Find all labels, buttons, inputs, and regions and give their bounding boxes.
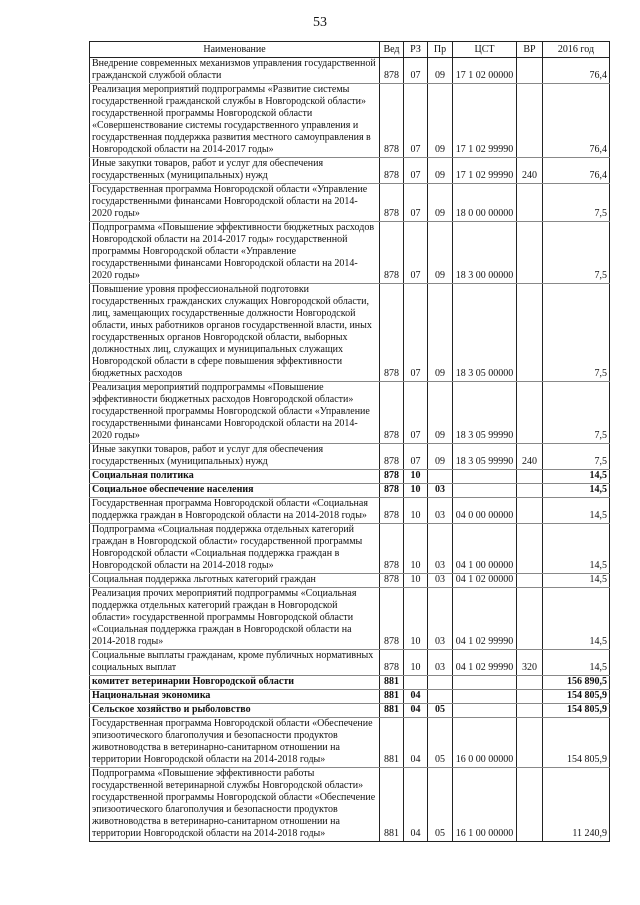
table-cell-name: Подпрограмма «Социальная поддержка отдельных категорий граждан в Новгородской области» государственной программы Новгородской области «Социальная поддержка граждан в Новгородской области на 2014-2018 годы»	[90, 524, 380, 574]
table-cell-rz: 07	[404, 184, 428, 222]
table-cell-ved: 878	[380, 158, 404, 184]
table-cell-name: Иные закупки товаров, работ и услуг для обеспечения государственных (муниципальных) нужд	[90, 158, 380, 184]
table-cell-name: Государственная программа Новгородской области «Управление государственными финансами Новгородской области на 2014-2020 годы»	[90, 184, 380, 222]
table-cell-vr: 240	[517, 158, 543, 184]
table-cell-cst: 04 0 00 00000	[453, 498, 517, 524]
table-cell-pr: 09	[428, 184, 453, 222]
table-cell-cst: 16 0 00 00000	[453, 718, 517, 768]
table-cell-cst: 17 1 02 00000	[453, 58, 517, 84]
header-pr: Пр	[428, 42, 453, 58]
table-cell-pr: 09	[428, 284, 453, 382]
table-row	[90, 718, 610, 768]
table-cell-pr: 05	[428, 718, 453, 768]
table-cell-pr: 03	[428, 498, 453, 524]
table-row	[90, 484, 610, 498]
table-cell-sum: 14,5	[543, 588, 610, 650]
table-cell-rz: 10	[404, 574, 428, 588]
table-cell-pr	[428, 676, 453, 690]
table-cell-vr	[517, 718, 543, 768]
table-cell-ved: 878	[380, 524, 404, 574]
table-cell-name: Государственная программа Новгородской области «Обеспечение эпизоотического благополучия и безопасности продуктов животноводства в ветеринарно-санитарном отношении на территории Новгородской области на 2014-2018 годы»	[90, 718, 380, 768]
table-cell-cst: 18 3 05 99990	[453, 382, 517, 444]
table-cell-ved: 878	[380, 650, 404, 676]
table-cell-sum: 7,5	[543, 382, 610, 444]
table-cell-cst: 18 0 00 00000	[453, 184, 517, 222]
table-cell-name: Подпрограмма «Повышение эффективности бюджетных расходов Новгородской области на 2014-2017 годы» государственной программы Новгородской области «Управление государственными финансами Новгородской области на 2014-2020 годы»	[90, 222, 380, 284]
table-cell-ved: 878	[380, 498, 404, 524]
table-row	[90, 588, 610, 650]
table-cell-ved: 878	[380, 444, 404, 470]
table-cell-vr	[517, 184, 543, 222]
table-cell-rz: 10	[404, 650, 428, 676]
table-cell-pr: 05	[428, 768, 453, 842]
table-cell-pr: 09	[428, 222, 453, 284]
table-cell-vr	[517, 84, 543, 158]
table-cell-ved: 881	[380, 768, 404, 842]
table-cell-sum: 76,4	[543, 58, 610, 84]
table-cell-sum: 14,5	[543, 574, 610, 588]
table-cell-rz: 10	[404, 524, 428, 574]
table-cell-pr: 09	[428, 158, 453, 184]
table-cell-sum: 14,5	[543, 524, 610, 574]
table-cell-ved: 878	[380, 470, 404, 484]
table-cell-pr: 09	[428, 382, 453, 444]
table-header-row	[90, 42, 610, 58]
table-cell-name: Реализация мероприятий подпрограммы «Повышение эффективности бюджетных расходов Новгородской области» государственной программы Новгородской области «Управление государственными финансами Новгородской области на 2014-2020 годы»	[90, 382, 380, 444]
table-cell-ved: 878	[380, 484, 404, 498]
table-cell-sum: 154 805,9	[543, 704, 610, 718]
table-cell-rz: 04	[404, 690, 428, 704]
table-cell-sum: 156 890,5	[543, 676, 610, 690]
table-cell-pr	[428, 470, 453, 484]
table-cell-vr	[517, 222, 543, 284]
table-cell-cst: 17 1 02 99990	[453, 158, 517, 184]
table-cell-rz: 10	[404, 470, 428, 484]
header-vr: ВР	[517, 42, 543, 58]
table-cell-name: Реализация мероприятий подпрограммы «Развитие системы государственной гражданской службы в Новгородской области» государственной программы Новгородской области «Совершенствование системы государственного управления и государственная поддержка развития местного самоуправления в Новгородской области на 2014-2017 годы»	[90, 84, 380, 158]
table-row	[90, 690, 610, 704]
table-cell-ved: 881	[380, 718, 404, 768]
table-cell-vr	[517, 768, 543, 842]
table-cell-sum: 7,5	[543, 284, 610, 382]
table-cell-sum: 11 240,9	[543, 768, 610, 842]
table-cell-name: Социальная политика	[90, 470, 380, 484]
table-cell-name: Государственная программа Новгородской области «Социальная поддержка граждан в Новгородской области на 2014-2018 годы»	[90, 498, 380, 524]
table-cell-cst: 04 1 02 00000	[453, 574, 517, 588]
table-row	[90, 382, 610, 444]
table-cell-cst	[453, 690, 517, 704]
table-cell-rz: 10	[404, 588, 428, 650]
table-row	[90, 84, 610, 158]
table-cell-name: Иные закупки товаров, работ и услуг для обеспечения государственных (муниципальных) нужд	[90, 444, 380, 470]
table-cell-rz: 10	[404, 484, 428, 498]
header-name: Наименование	[90, 42, 380, 58]
table-cell-vr	[517, 284, 543, 382]
table-cell-name: Подпрограмма «Повышение эффективности работы государственной ветеринарной службы Новгородской области» государственной программы Новгородской области «Обеспечение эпизоотического благополучия и безопасности продуктов животноводства в ветеринарно-санитарном отношении на территории Новгородской области на 2014-2018 годы»	[90, 768, 380, 842]
budget-table	[89, 41, 610, 842]
table-cell-sum: 14,5	[543, 470, 610, 484]
table-cell-ved: 878	[380, 284, 404, 382]
table-cell-sum: 76,4	[543, 158, 610, 184]
table-cell-rz: 07	[404, 84, 428, 158]
table-cell-sum: 14,5	[543, 484, 610, 498]
table-cell-ved: 878	[380, 382, 404, 444]
table-cell-vr	[517, 58, 543, 84]
table-cell-cst	[453, 470, 517, 484]
table-cell-ved: 881	[380, 676, 404, 690]
table-row	[90, 574, 610, 588]
table-cell-rz: 10	[404, 498, 428, 524]
table-row	[90, 284, 610, 382]
table-cell-pr: 03	[428, 650, 453, 676]
page-number: 53	[313, 15, 327, 30]
table-cell-rz: 07	[404, 382, 428, 444]
table-cell-vr: 320	[517, 650, 543, 676]
table-cell-pr: 03	[428, 574, 453, 588]
table-cell-sum: 14,5	[543, 498, 610, 524]
table-cell-vr	[517, 676, 543, 690]
table-cell-ved: 878	[380, 58, 404, 84]
table-cell-ved: 878	[380, 184, 404, 222]
header-rz: РЗ	[404, 42, 428, 58]
table-cell-cst: 04 1 02 99990	[453, 650, 517, 676]
table-row	[90, 444, 610, 470]
table-cell-name: комитет ветеринарии Новгородской области	[90, 676, 380, 690]
table-cell-sum: 154 805,9	[543, 718, 610, 768]
table-cell-rz: 07	[404, 444, 428, 470]
table-cell-cst: 18 3 05 99990	[453, 444, 517, 470]
table-cell-vr	[517, 498, 543, 524]
header-cst: ЦСТ	[453, 42, 517, 58]
table-cell-cst: 18 3 05 00000	[453, 284, 517, 382]
header-ved: Вед	[380, 42, 404, 58]
table-cell-vr	[517, 574, 543, 588]
table-cell-cst: 04 1 02 99990	[453, 588, 517, 650]
table-cell-name: Социальная поддержка льготных категорий граждан	[90, 574, 380, 588]
table-cell-name: Повышение уровня профессиональной подготовки государственных гражданских служащих Новгородской области, лиц, замещающих государственные должности Новгородской области, иных работников органов государственной власти, иных государственных органов Новгородской области, выборных должностных лиц, служащих и муниципальных служащих Новгородской области в сфере повышения эффективности бюджетных расходов	[90, 284, 380, 382]
table-cell-name: Национальная экономика	[90, 690, 380, 704]
table-cell-pr: 09	[428, 58, 453, 84]
table-row	[90, 676, 610, 690]
table-cell-vr	[517, 470, 543, 484]
table-cell-pr: 03	[428, 484, 453, 498]
table-cell-name: Социальное обеспечение населения	[90, 484, 380, 498]
table-cell-rz	[404, 676, 428, 690]
table-row	[90, 704, 610, 718]
table-cell-ved: 878	[380, 574, 404, 588]
table-row	[90, 58, 610, 84]
table-cell-vr	[517, 524, 543, 574]
table-cell-cst: 16 1 00 00000	[453, 768, 517, 842]
table-cell-ved: 878	[380, 84, 404, 158]
table-cell-ved: 881	[380, 690, 404, 704]
table-cell-cst: 18 3 00 00000	[453, 222, 517, 284]
table-cell-sum: 76,4	[543, 84, 610, 158]
table-cell-name: Социальные выплаты гражданам, кроме публичных нормативных социальных выплат	[90, 650, 380, 676]
table-cell-rz: 07	[404, 284, 428, 382]
table-cell-pr: 09	[428, 84, 453, 158]
table-cell-cst: 04 1 00 00000	[453, 524, 517, 574]
table-cell-vr	[517, 382, 543, 444]
table-cell-vr	[517, 704, 543, 718]
table-cell-rz: 07	[404, 158, 428, 184]
table-cell-cst	[453, 704, 517, 718]
table-cell-ved: 881	[380, 704, 404, 718]
table-cell-name: Реализация прочих мероприятий подпрограммы «Социальная поддержка отдельных категорий граждан в Новгородской области» государственной программы Новгородской области «Социальная поддержка граждан в Новгородской области на 2014-2018 годы»	[90, 588, 380, 650]
table-row	[90, 524, 610, 574]
table-cell-rz: 07	[404, 58, 428, 84]
table-cell-vr: 240	[517, 444, 543, 470]
table-cell-cst	[453, 676, 517, 690]
table-cell-pr: 09	[428, 444, 453, 470]
table-cell-vr	[517, 690, 543, 704]
table-row	[90, 184, 610, 222]
table-row	[90, 650, 610, 676]
table-cell-sum: 154 805,9	[543, 690, 610, 704]
table-cell-pr: 05	[428, 704, 453, 718]
table-cell-pr: 03	[428, 524, 453, 574]
table-cell-sum: 7,5	[543, 222, 610, 284]
table-cell-sum: 14,5	[543, 650, 610, 676]
table-row	[90, 222, 610, 284]
table-cell-sum: 7,5	[543, 444, 610, 470]
table-row	[90, 158, 610, 184]
table-cell-ved: 878	[380, 588, 404, 650]
table-row	[90, 470, 610, 484]
table-cell-rz: 04	[404, 768, 428, 842]
table-cell-vr	[517, 588, 543, 650]
table-cell-rz: 04	[404, 704, 428, 718]
table-cell-cst: 17 1 02 99990	[453, 84, 517, 158]
table-cell-sum: 7,5	[543, 184, 610, 222]
header-year: 2016 год	[543, 42, 610, 58]
table-row	[90, 768, 610, 842]
table-row	[90, 498, 610, 524]
table-cell-ved: 878	[380, 222, 404, 284]
table-cell-rz: 07	[404, 222, 428, 284]
table-cell-pr	[428, 690, 453, 704]
table-cell-rz: 04	[404, 718, 428, 768]
table-cell-cst	[453, 484, 517, 498]
table-cell-vr	[517, 484, 543, 498]
table-cell-name: Сельское хозяйство и рыболовство	[90, 704, 380, 718]
table-cell-pr: 03	[428, 588, 453, 650]
table-cell-name: Внедрение современных механизмов управления государственной гражданской службой области	[90, 58, 380, 84]
